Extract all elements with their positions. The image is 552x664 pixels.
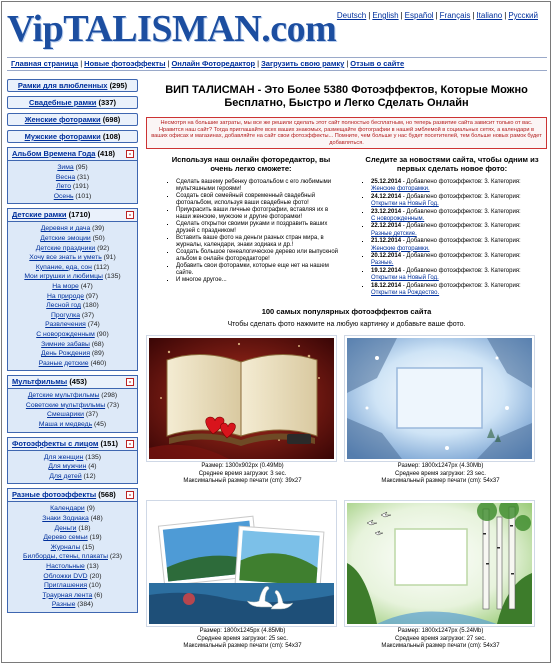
sidebar-subitem[interactable] <box>8 192 137 202</box>
subitem-label[interactable]: Советские мультфильмы <box>25 401 106 409</box>
sidebar-subitem[interactable] <box>8 462 137 472</box>
subitem-label[interactable]: Обложки DVD <box>43 572 88 580</box>
news-item <box>371 179 547 194</box>
subitem-label[interactable]: Хочу все знать и уметь <box>29 254 102 262</box>
group-count: (1710) <box>68 210 91 220</box>
group-count: (568) <box>98 490 116 500</box>
subitem-label[interactable]: Траурная лента <box>42 591 93 599</box>
sidebar-subitem[interactable] <box>8 272 137 282</box>
separator: | <box>257 59 260 68</box>
subitem-count: (112) <box>93 263 110 271</box>
popular-subtitle: Чтобы сделать фото нажмите на любую картинку и добавьте ваше фото. <box>227 321 466 328</box>
news-text: - Добавлено фотоэффектов: 3. Категория: <box>402 208 521 215</box>
separator: | <box>504 11 507 20</box>
subitem-count: (73) <box>107 401 120 409</box>
sidebar-subitem[interactable] <box>8 562 137 572</box>
sidebar-subitem[interactable] <box>8 349 137 359</box>
subitem-label[interactable]: Для женщин <box>43 453 84 461</box>
news-item <box>371 253 547 268</box>
subitem-label[interactable]: Весна <box>55 173 76 181</box>
subitem-label[interactable]: Маша и медведь <box>38 421 93 429</box>
news-item <box>371 194 547 209</box>
subitem-count: (460) <box>90 359 107 367</box>
subitem-label[interactable]: Разные <box>51 601 76 609</box>
subitem-count: (298) <box>101 392 118 400</box>
separator: | <box>167 59 170 68</box>
subitem-label[interactable]: Смешарики <box>47 411 84 419</box>
sidebar-subitem[interactable] <box>8 340 137 350</box>
thumb-image-frame[interactable] <box>146 500 337 627</box>
subitem-label[interactable]: Мои игрушки и любимцы <box>24 273 103 281</box>
subitem-count: (135) <box>85 453 102 461</box>
group-title[interactable]: Фотоэффекты с лицом <box>12 438 99 448</box>
features-heading: Используя наш онлайн фоторедактор, вы очень легко сможете: <box>171 155 331 173</box>
subitem-count: (48) <box>90 515 103 523</box>
sidebar-subitem[interactable] <box>8 591 137 601</box>
sidebar-category[interactable] <box>7 113 138 126</box>
news-date: 24.12.2014 <box>371 193 402 200</box>
news-category-link[interactable]: Открытки на Новый Год. <box>371 275 439 282</box>
news-category-link[interactable]: Женские фоторамки. <box>371 245 430 252</box>
collapse-icon[interactable]: - <box>126 491 134 499</box>
popular-title: 100 самых популярных фотоэффектов сайта <box>261 307 432 316</box>
sidebar-subitem[interactable] <box>8 581 137 591</box>
news-column <box>357 155 547 298</box>
category-count: (698) <box>102 115 121 124</box>
thumb-winter-frame[interactable] <box>344 335 537 486</box>
subitem-label[interactable]: Зима <box>57 164 74 171</box>
language-link[interactable]: English <box>372 11 399 20</box>
sidebar-subitem[interactable] <box>8 173 137 183</box>
category-count: (337) <box>98 98 117 107</box>
subitem-count: (135) <box>104 273 121 281</box>
language-link[interactable]: Русский <box>508 11 538 20</box>
feature-item: ▪ Сделать открытки своими руками и поздравить ваших друзей с праздником! <box>176 221 340 235</box>
subitem-label[interactable]: Прогулка <box>50 311 81 319</box>
subitem-count: (101) <box>75 192 92 200</box>
sidebar-subitem[interactable] <box>8 401 137 411</box>
subitem-label[interactable]: На море <box>52 282 79 290</box>
collapse-icon[interactable]: - <box>126 440 134 448</box>
sidebar-category[interactable] <box>7 96 138 109</box>
news-date: 21.12.2014 <box>371 238 402 245</box>
thumb-load-time: Среднее время загрузки: 3 sec. <box>198 470 287 477</box>
separator: | <box>368 11 371 20</box>
group-header[interactable] <box>8 209 137 222</box>
news-category-link[interactable]: Разные детские. <box>371 230 417 237</box>
sidebar-group <box>7 437 138 485</box>
subitem-label[interactable]: День Рождения <box>40 350 91 358</box>
sidebar-subitem[interactable] <box>8 420 137 430</box>
subitem-label[interactable]: Детские мультфильмы <box>27 392 100 400</box>
page <box>1 1 551 663</box>
sidebar-subitem[interactable] <box>8 234 137 244</box>
thumb-size: Размер: 1800x1247px (5.24Mb) <box>397 628 484 634</box>
subitem-count: (89) <box>91 350 104 358</box>
sidebar-group <box>7 375 138 432</box>
sidebar-subitem[interactable] <box>8 533 137 543</box>
category-label[interactable]: Свадебные рамки <box>28 98 97 107</box>
group-items <box>8 451 137 484</box>
info-columns <box>144 155 549 305</box>
feature-item: ▪ Приукрасить ваши личные фотографии, вставляя их в наши женские, мужские и другие фоторамки! <box>176 207 340 221</box>
sidebar-category[interactable] <box>7 79 138 92</box>
subitem-count: (92) <box>97 244 110 252</box>
news-category-link[interactable]: Разные. <box>371 260 394 267</box>
thumb-image-frame[interactable] <box>344 500 535 627</box>
feature-item: ▪ Создать большое генеалогическое дерево или выпускной альбом в онлайн фоторедакторе! <box>176 249 340 263</box>
subitem-label[interactable]: Лесной год <box>46 302 82 310</box>
collapse-icon[interactable]: - <box>126 378 134 386</box>
nav-link[interactable]: Загрузить свою рамку <box>261 59 345 68</box>
subitem-label[interactable]: Для мужчин <box>48 463 87 471</box>
news-item <box>371 283 547 298</box>
subitem-count: (384) <box>77 601 94 609</box>
subitem-count: (90) <box>96 330 109 338</box>
news-heading: Следите за новостями сайта, чтобы одним из первых сделать новое фото: <box>365 155 539 173</box>
language-link[interactable]: Français <box>439 11 471 20</box>
group-header[interactable] <box>8 376 137 389</box>
feature-item: ▪ Создать свой семейный современный свадебный фотоальбом, используя ваши свадебные фото! <box>176 193 340 207</box>
language-link[interactable]: Deutsch <box>336 11 367 20</box>
sidebar-subitem[interactable] <box>8 330 137 340</box>
category-label[interactable]: Рамки для влюбленных <box>17 81 108 90</box>
news-text: - Добавлено фотоэффектов: 3. Категория: <box>402 267 521 274</box>
subitem-label[interactable]: Билборды, стены, плакаты <box>23 553 108 561</box>
category-label[interactable]: Женские фоторамки <box>24 115 101 124</box>
sidebar-subitem[interactable] <box>8 253 137 263</box>
separator: | <box>80 59 83 68</box>
nav-link[interactable]: Онлайн Фоторедактор <box>171 59 256 68</box>
sidebar-subitem[interactable] <box>8 359 137 369</box>
sidebar-subitem[interactable] <box>8 472 137 482</box>
thumb-image-frame[interactable] <box>344 335 535 462</box>
main-content <box>144 79 549 650</box>
news-category-link[interactable]: С новорожденным. <box>371 216 425 223</box>
subitem-count: (15) <box>82 543 95 551</box>
subitem-count: (37) <box>81 311 95 319</box>
collapse-icon[interactable]: - <box>126 150 134 158</box>
sidebar-subitem[interactable] <box>8 543 137 553</box>
book-frame-image[interactable] <box>149 338 334 459</box>
donation-notice: Несмотря на большие затраты, мы все же решили сделать этот сайт полностью бесплатным, но теперь развитие сайта зависит только от вас. Нравится наш сайт? Тогда приглашайте всех ваших знакомых, размещайте фотографии в нашей эмблемой в социальных сетях, а календари в ваших офисах и магазинах, добавляйте на сайт свои фотоэффекты... Помните, чем больше у нас будет посетителей, тем больше новых рамок будет добавляться. <box>146 117 547 149</box>
separator: | <box>346 59 349 68</box>
news-item <box>371 209 547 224</box>
subitem-count: (47) <box>80 282 93 290</box>
sidebar-subitem[interactable] <box>8 552 137 562</box>
winter-frame-image[interactable] <box>347 338 532 459</box>
subitem-count: (37) <box>85 411 98 419</box>
subitem-label[interactable]: Детские эмоции <box>40 234 91 242</box>
sidebar <box>7 79 138 617</box>
subitem-count: (45) <box>94 421 107 429</box>
sidebar-subitem[interactable] <box>8 301 137 311</box>
sidebar-subitem[interactable] <box>8 514 137 524</box>
thumb-birch-frame[interactable] <box>344 500 537 651</box>
thumb-print-size: Максимальный размер печати (cm): 54x37 <box>183 643 302 650</box>
subitem-label[interactable]: Настольные <box>46 563 85 570</box>
news-category-link[interactable]: Открытки на Рождество. <box>371 290 440 297</box>
subitem-label[interactable]: Приглашения <box>44 582 88 590</box>
subitem-label[interactable]: Лето <box>56 183 72 191</box>
thumb-swan-frame[interactable] <box>146 500 339 651</box>
subitem-count: (23) <box>109 553 122 561</box>
category-label[interactable]: Мужские фоторамки <box>24 132 101 141</box>
group-items <box>8 502 137 612</box>
group-title[interactable]: Разные фотоэффекты <box>12 490 97 500</box>
sidebar-subitem[interactable] <box>8 320 137 330</box>
thumb-image-frame[interactable] <box>146 335 337 462</box>
subitem-label[interactable]: На природе <box>47 292 84 300</box>
group-count: (418) <box>97 149 116 158</box>
subitem-label[interactable]: Детские праздники <box>35 244 96 252</box>
subitem-label[interactable]: Для детей <box>49 472 82 480</box>
news-date: 22.12.2014 <box>371 223 402 230</box>
subitem-label[interactable]: Календари <box>50 505 85 513</box>
page-title: ВИП ТАЛИСМАН - Это Более 5380 Фотоэффектов, Которые Можно Бесплатно, Быстро и Легко Сделать Онлайн <box>165 84 528 109</box>
group-header[interactable] <box>8 489 137 502</box>
sidebar-subitem[interactable] <box>8 504 137 514</box>
sidebar-subitem[interactable] <box>8 282 137 292</box>
subitem-count: (4) <box>88 463 97 471</box>
subitem-count: (39) <box>92 225 105 233</box>
subitem-label[interactable]: Журналы <box>50 543 81 551</box>
news-item <box>371 223 547 238</box>
group-title[interactable]: Детские рамки <box>12 210 67 220</box>
subitem-count: (180) <box>82 302 99 310</box>
nav-link[interactable]: Новые фотоэффекты <box>84 59 166 68</box>
subitem-label[interactable]: Купание, еда, сон <box>35 263 92 271</box>
nav-link[interactable]: Главная страница <box>11 59 79 68</box>
group-count: (453) <box>69 377 87 387</box>
subitem-count: (12) <box>83 472 96 480</box>
sidebar-subitem[interactable] <box>8 263 137 273</box>
separator: | <box>400 11 403 20</box>
language-bar <box>337 11 538 20</box>
sidebar-subitem[interactable] <box>8 182 137 192</box>
subitem-label[interactable]: Осень <box>53 192 74 200</box>
group-count: (151) <box>100 438 118 448</box>
separator: | <box>435 11 438 20</box>
sidebar-group <box>7 147 138 204</box>
birch-frame-image[interactable] <box>347 503 532 624</box>
thumb-book-frame[interactable] <box>146 335 339 486</box>
news-text: - Добавлено фотоэффектов: 3. Категория: <box>402 193 521 200</box>
news-list <box>365 179 547 298</box>
subitem-label[interactable]: Знаки Зодиака <box>42 515 89 523</box>
subitem-count: (20) <box>89 572 102 580</box>
features-list <box>176 179 340 284</box>
group-items <box>8 222 137 370</box>
feature-item: ▪ Вставить ваше фото на деньги разных стран мира, в журналы, календари, знаки зодиака и др.! <box>176 235 340 249</box>
news-text: - Добавлено фотоэффектов: 3. Категория: <box>402 253 521 260</box>
subitem-count: (6) <box>94 591 103 599</box>
thumb-print-size: Максимальный размер печати (cm): 39x27 <box>183 478 302 485</box>
sidebar-subitem[interactable] <box>8 311 137 321</box>
subitem-count: (97) <box>85 292 98 300</box>
thumb-load-time: Среднее время загрузки: 27 sec. <box>395 635 486 642</box>
subitem-label[interactable]: Дерево семьи <box>43 534 88 542</box>
subitem-label[interactable]: Зимние забавы <box>41 340 90 348</box>
subitem-count: (9) <box>86 505 95 513</box>
sidebar-subitem[interactable] <box>8 163 137 173</box>
group-title[interactable]: Альбом Времена Года <box>12 149 96 158</box>
news-date: 25.12.2014 <box>371 179 402 185</box>
feature-item: ▪ И многое другое... <box>176 277 340 284</box>
subitem-count: (50) <box>92 234 105 242</box>
site-logo[interactable]: VipTALISMAN.com <box>7 8 337 50</box>
sidebar-group <box>7 208 138 371</box>
sidebar-group <box>7 488 138 613</box>
thumb-size: Размер: 1800x1247px (4.30Mb) <box>397 463 484 469</box>
feature-item: ▪ Сделать вашему ребенку фотоальбом с его любимыми мультяшными героями! <box>176 179 340 193</box>
sidebar-subitem[interactable] <box>8 572 137 582</box>
subitem-count: (95) <box>75 164 88 171</box>
collapse-icon[interactable]: - <box>126 211 134 219</box>
thumb-print-size: Максимальный размер печати (cm): 54x37 <box>381 478 500 485</box>
subitem-count: (68) <box>91 340 104 348</box>
news-category-link[interactable]: Открытки на Новый Год. <box>371 201 439 208</box>
subitem-label[interactable]: Разные детские <box>38 359 89 367</box>
subitem-count: (31) <box>77 173 90 181</box>
subitem-count: (18) <box>78 524 91 532</box>
group-header[interactable] <box>8 148 137 161</box>
sidebar-subitem[interactable] <box>8 410 137 420</box>
subitem-count: (74) <box>87 321 100 329</box>
language-link[interactable]: Español <box>404 11 434 20</box>
subitem-label[interactable]: Развлечения <box>45 321 86 329</box>
feature-item: ▪ Добавить свои фоторамки, которые еще нет на нашем сайте. <box>176 263 340 277</box>
news-date: 20.12.2014 <box>371 253 402 260</box>
news-text: - Добавлено фотоэффектов: 3. Категория: <box>402 282 521 289</box>
news-text: - Добавлено фотоэффектов: 3. Категория: <box>402 238 521 245</box>
news-date: 19.12.2014 <box>371 267 402 274</box>
subitem-count: (19) <box>89 534 102 542</box>
group-items <box>8 161 137 203</box>
swan-frame-image[interactable] <box>149 503 334 624</box>
subitem-label[interactable]: Деньги <box>54 524 77 532</box>
language-link[interactable]: Italiano <box>476 11 503 20</box>
category-count: (295) <box>109 81 128 90</box>
group-header[interactable] <box>8 438 137 451</box>
group-title[interactable]: Мультфильмы <box>12 377 68 387</box>
subitem-count: (10) <box>88 582 101 590</box>
editor-features <box>162 155 340 284</box>
thumb-load-time: Среднее время загрузки: 23 sec. <box>395 470 486 477</box>
sidebar-subitem[interactable] <box>8 292 137 302</box>
subitem-count: (191) <box>72 183 89 191</box>
subitem-label[interactable]: С новорожденным <box>36 330 95 338</box>
sidebar-subitem[interactable] <box>8 391 137 401</box>
sidebar-category[interactable] <box>7 130 138 143</box>
news-item <box>371 268 547 283</box>
subitem-count: (91) <box>103 254 116 262</box>
sidebar-subitem[interactable] <box>8 244 137 254</box>
news-category-link[interactable]: Женские фоторамки. <box>371 186 430 193</box>
news-date: 23.12.2014 <box>371 208 402 215</box>
thumb-size: Размер: 1800x1245px (4.85Mb) <box>199 628 286 634</box>
sidebar-subitem[interactable] <box>8 453 137 463</box>
subitem-count: (13) <box>86 563 99 570</box>
news-text: - Добавлено фотоэффектов: 3. Категория: <box>402 223 521 230</box>
news-date: 18.12.2014 <box>371 282 402 289</box>
nav-link[interactable]: Отзыв о сайте <box>350 59 405 68</box>
thumb-size: Размер: 1300x902px (0.49Mb) <box>201 463 284 469</box>
sidebar-subitem[interactable] <box>8 524 137 534</box>
category-count: (108) <box>102 132 121 141</box>
news-text: - Добавлено фотоэффектов: 3. Категория: <box>402 179 521 185</box>
sidebar-subitem[interactable] <box>8 224 137 234</box>
top-navigation <box>7 57 547 71</box>
news-item <box>371 238 547 253</box>
thumb-load-time: Среднее время загрузки: 25 sec. <box>197 635 288 642</box>
thumb-print-size: Максимальный размер печати (cm): 54x37 <box>381 643 500 650</box>
separator: | <box>472 11 475 20</box>
group-items <box>8 389 137 431</box>
subitem-label[interactable]: Деревня и дача <box>40 225 91 233</box>
sidebar-subitem[interactable] <box>8 600 137 610</box>
